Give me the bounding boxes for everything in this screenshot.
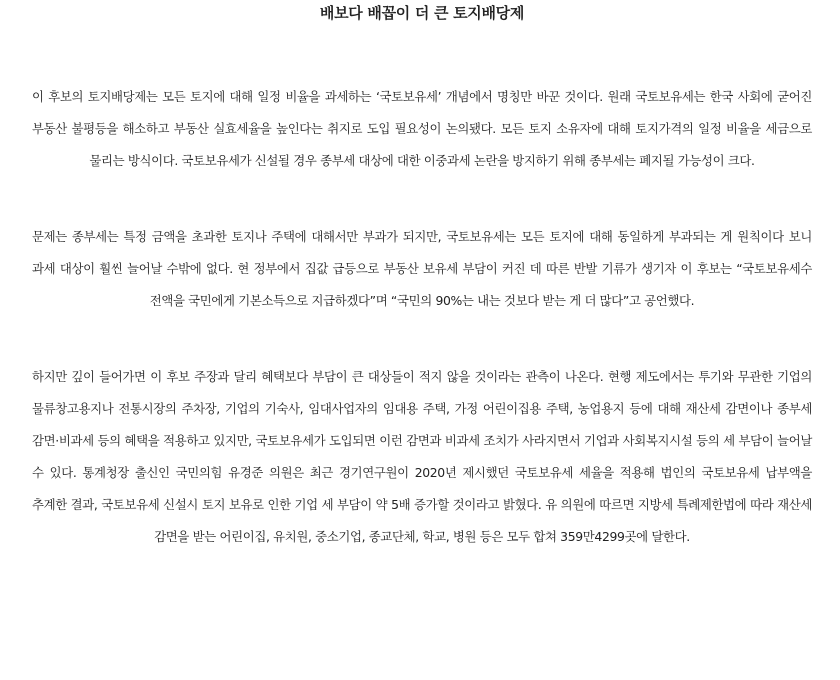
article-paragraph-3: 하지만 깊이 들어가면 이 후보 주장과 달리 혜택보다 부담이 큰 대상들이 적지 않을 것이라는 관측이 나온다. 현행 제도에서는 투기와 무관한 기업의 물류창고용지나 전통시장의 주차장, 기업의 기숙사, 임대사업자의 임대용 주택, 가정 어린이집용 주택, 농업용지 등에 대해 재산세 감면이나 종부세 감면·비과세 등의 혜택을 적용하고 있지만, 국토보유세가 도입되면 이런 감면과 비과세 조치가 사라지면서 기업과 사회복지시설 등의 세 부담이 늘어날 수 있다. 통계청장 출신인 국민의힘 유경준 의원은 최근 경기연구원이 2020년 제시했던 국토보유세 세율을 적용해 법인의 국토보유세 납부액을 추계한 결과, 국토보유세 신설시 토지 보유로 인한 기업 세 부담이 약 5배 증가할 것이라고 밝혔다. 유 의원에 따르면 지방세 특례제한법에 따라 재산세 감면을 받는 어린이집, 유치원, 중소기업, 종교단체, 학교, 병원 등은 모두 합쳐 359만4299곳에 달한다. bbox=[32, 369, 812, 544]
article-paragraph-1: 이 후보의 토지배당제는 모든 토지에 대해 일정 비율을 과세하는 ‘국토보유세’ 개념에서 명칭만 바꾼 것이다. 원래 국토보유세는 한국 사회에 굳어진 부동산 불평등을 해소하고 부동산 실효세율을 높인다는 취지로 도입 필요성이 논의됐다. 모든 토지 소유자에 대해 토지가격의 일정 비율을 세금으로 물리는 방식이다. 국토보유세가 신설될 경우 종부세 대상에 대한 이중과세 논란을 방지하기 위해 종부세는 폐지될 가능성이 크다. bbox=[32, 89, 812, 168]
article-title: 배보다 배꼽이 더 큰 토지배당제 bbox=[319, 4, 525, 22]
article-paragraph-2: 문제는 종부세는 특정 금액을 초과한 토지나 주택에 대해서만 부과가 되지만, 국토보유세는 모든 토지에 대해 동일하게 부과되는 게 원칙이다 보니 과세 대상이 훨씬 늘어날 수밖에 없다. 현 정부에서 집값 급등으로 부동산 보유세 부담이 커진 데 따른 반발 기류가 생기자 이 후보는 “국토보유세수 전액을 국민에게 기본소득으로 지급하겠다”며 “국민의 90%는 내는 것보다 받는 게 더 많다”고 공언했다. bbox=[32, 229, 812, 308]
